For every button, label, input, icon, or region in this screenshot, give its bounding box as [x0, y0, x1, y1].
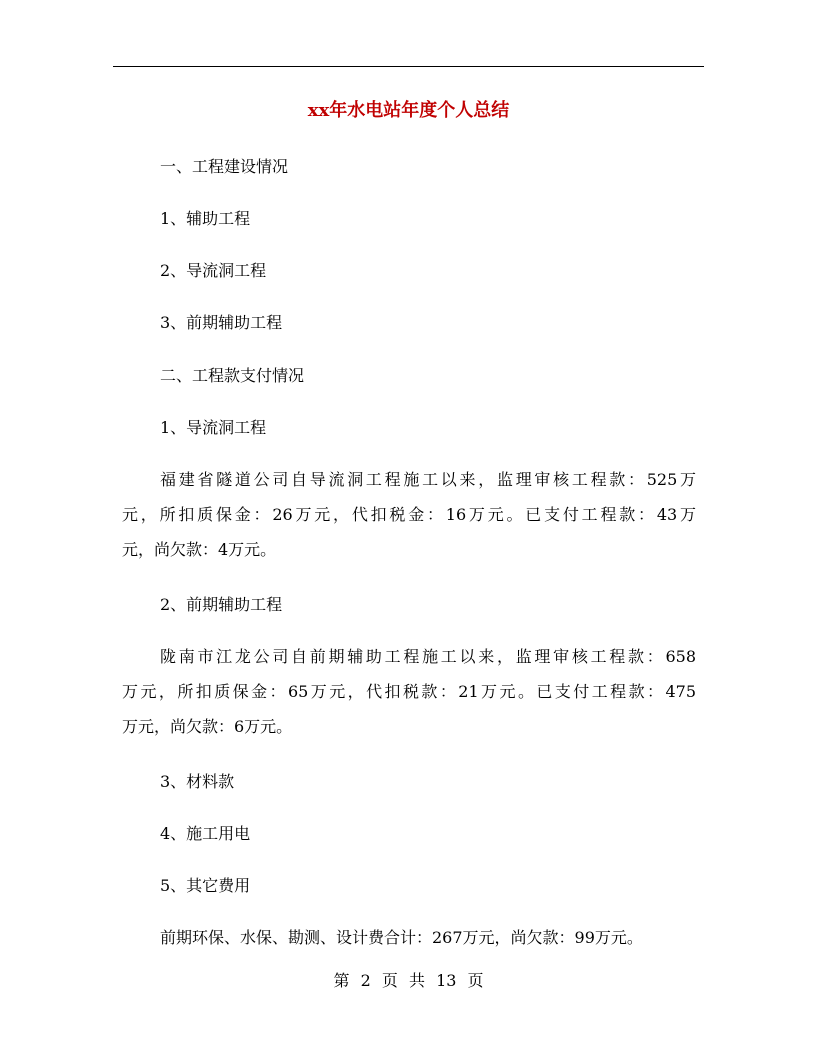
subsection-2-4: 4、施工用电 [160, 824, 251, 843]
footer-total-pages: 13 [436, 971, 457, 990]
subsection-2-3: 3、材料款 [160, 772, 235, 791]
paragraph-early-auxiliary [122, 639, 696, 744]
paragraph-line: 元，所扣质保金：26万元，代扣税金：16万元。已支付工程款：43万 [122, 505, 696, 524]
paragraph-other-fees [122, 920, 696, 955]
subsection-2-5: 5、其它费用 [160, 876, 251, 895]
paragraph-line: 万元，尚欠款：6万元。 [122, 717, 293, 736]
subsection-1-2: 2、导流洞工程 [160, 261, 267, 280]
footer-label-ye: 页 [381, 971, 398, 990]
paragraph-line: 陇南市江龙公司自前期辅助工程施工以来，监理审核工程款：658 [160, 647, 696, 666]
paragraph-line: 前期环保、水保、勘测、设计费合计：267万元，尚欠款：99万元。 [160, 928, 643, 947]
section-heading-1: 一、工程建设情况 [160, 157, 289, 176]
paragraph-line: 福建省隧道公司自导流洞工程施工以来，监理审核工程款：525万 [160, 470, 696, 489]
footer-label-ye2: 页 [467, 971, 484, 990]
subsection-2-1: 1、导流洞工程 [160, 418, 267, 437]
subsection-2-2: 2、前期辅助工程 [160, 595, 283, 614]
paragraph-diversion-tunnel [122, 462, 696, 567]
footer-label-gong: 共 [408, 971, 425, 990]
header-rule [113, 66, 704, 67]
paragraph-line: 元，尚欠款：4万元。 [122, 540, 277, 559]
section-heading-2: 二、工程款支付情况 [160, 366, 305, 385]
page-footer [113, 970, 704, 992]
document-title: xx年水电站年度个人总结 [307, 100, 510, 121]
subsection-1-3: 3、前期辅助工程 [160, 313, 283, 332]
footer-current-page: 2 [360, 971, 371, 990]
subsection-1-1: 1、辅助工程 [160, 209, 251, 228]
footer-label-di: 第 [333, 971, 350, 990]
paragraph-line: 万元，所扣质保金：65万元，代扣税款：21万元。已支付工程款：475 [122, 682, 696, 701]
